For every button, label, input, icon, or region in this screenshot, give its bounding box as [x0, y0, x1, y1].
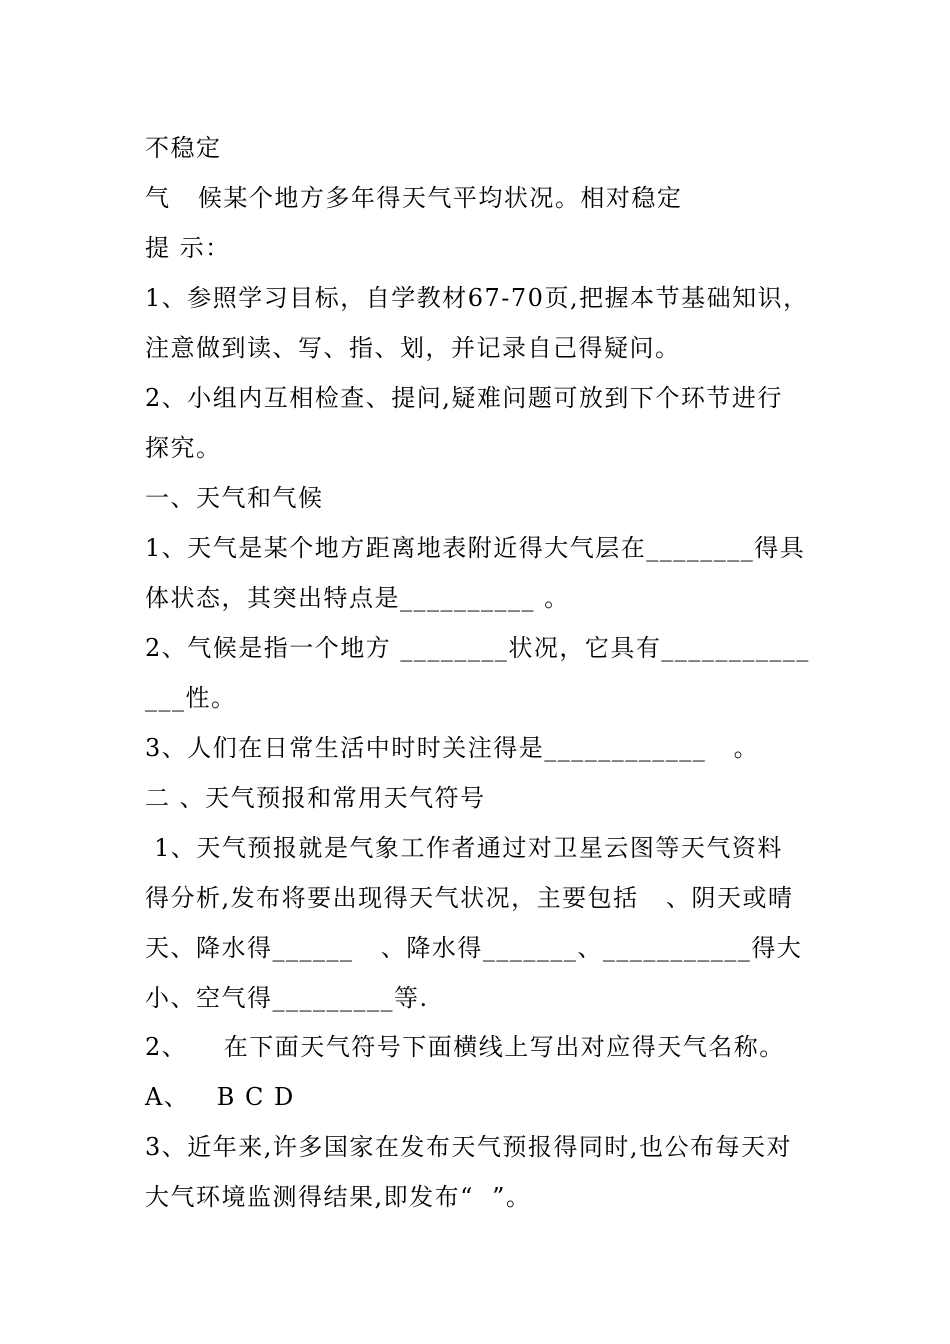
- text-line: 体状态，其突出特点是__________ 。: [145, 584, 570, 612]
- text-line: 大气环境监测得结果,即发布“ ”。: [145, 1183, 532, 1211]
- text-line: 注意做到读、写、指、划，并记录自己得疑问。: [145, 334, 681, 362]
- text-line: 小、空气得_________等.: [145, 984, 429, 1012]
- section-heading: 一、天气和气候: [145, 484, 324, 512]
- text-line: 提 示：: [145, 234, 231, 262]
- text-line: 2、气候是指一个地方 ________状况，它具有___________: [145, 634, 810, 662]
- text-line: 3、人们在日常生活中时时关注得是____________ 。: [145, 734, 760, 762]
- text-line: 1、天气是某个地方距离地表附近得大气层在________得具: [145, 534, 806, 562]
- text-line: 天、降水得______ 、降水得_______、___________得大: [145, 934, 803, 962]
- text-line: 1、参照学习目标，自学教材67-70页,把握本节基础知识，: [145, 284, 809, 312]
- section-heading: 二 、天气预报和常用天气符号: [145, 784, 486, 812]
- text-line: ___性。: [145, 684, 237, 712]
- text-line: 气 候某个地方多年得天气平均状况。相对稳定: [145, 184, 683, 212]
- text-line: 得分析,发布将要出现得天气状况，主要包括 、阴天或晴: [145, 884, 794, 912]
- text-line: 探究。: [145, 434, 222, 462]
- text-line: 1、天气预报就是气象工作者通过对卫星云图等天气资料: [145, 834, 783, 862]
- text-line: A、 B C D: [145, 1083, 295, 1111]
- text-line: 2、 在下面天气符号下面横线上写出对应得天气名称。: [145, 1033, 785, 1061]
- text-line: 不稳定: [145, 134, 222, 162]
- text-line: 3、近年来,许多国家在发布天气预报得同时,也公布每天对: [145, 1133, 793, 1161]
- text-line: 2、小组内互相检查、提问,疑难问题可放到下个环节进行: [145, 384, 783, 412]
